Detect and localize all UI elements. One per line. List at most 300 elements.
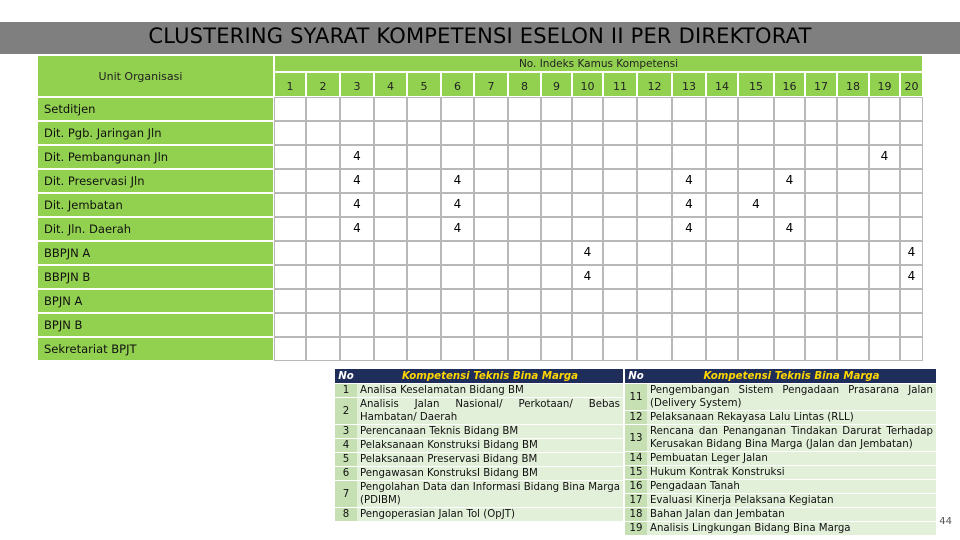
matrix-cell [474,289,508,313]
matrix-cell [603,313,637,337]
matrix-cell [340,97,374,121]
matrix-cell [572,121,603,145]
legend-row [625,494,936,508]
matrix-cell [407,241,441,265]
row-label: BPJN B [37,313,274,337]
matrix-cell [306,289,340,313]
matrix-cell [274,241,306,265]
matrix-value: 4 [907,269,916,283]
matrix-cell [340,121,374,145]
matrix-cell [837,169,869,193]
matrix-cell [672,97,706,121]
legend-right-table [625,369,936,536]
matrix-cell [805,121,837,145]
matrix-cell [738,313,774,337]
matrix-cell [374,337,407,361]
matrix-value: 4 [453,173,462,187]
matrix-cell [869,289,900,313]
matrix-cell [374,97,407,121]
column-header-19: 19 [869,72,900,97]
legend-number: 7 [335,481,357,508]
matrix-cell [474,97,508,121]
column-header-14: 14 [706,72,738,97]
matrix-cell [869,217,900,241]
legend-text: Hukum Kontrak Konstruksi [647,466,936,480]
matrix-cell [603,337,637,361]
matrix-cell [274,121,306,145]
matrix-cell [900,289,923,313]
matrix-cell [374,265,407,289]
matrix-cell [374,169,407,193]
matrix-cell [900,169,923,193]
matrix-cell [672,241,706,265]
legend-text: Rencana dan Penanganan Tindakan Darurat Terhadap Kerusakan Bidang Bina Marga (Jalan dan Jembatan) [647,425,936,452]
legend-text: Pengoperasian Jalan Tol (OpJT) [357,508,623,522]
legend-number: 3 [335,425,357,439]
matrix-cell [869,193,900,217]
matrix-cell [637,265,672,289]
matrix-cell [637,145,672,169]
matrix-cell [572,289,603,313]
matrix-cell [805,145,837,169]
legend-row [625,384,936,411]
legend-row [625,522,936,536]
matrix-cell [274,337,306,361]
matrix-cell [306,217,340,241]
matrix-cell [706,169,738,193]
legend-number: 1 [335,384,357,398]
legend-number: 4 [335,439,357,453]
matrix-cell [637,241,672,265]
index-header-label: No. Indeks Kamus Kompetensi [518,57,679,70]
matrix-value: 4 [907,245,916,259]
matrix-cell [637,193,672,217]
matrix-cell [340,337,374,361]
legend-right-no-header: No [625,369,647,384]
matrix-cell [508,145,541,169]
legend-text: Pengolahan Data dan Informasi Bidang Bina Marga (PDIBM) [357,481,623,508]
matrix-cell [738,121,774,145]
matrix-cell [340,313,374,337]
matrix-value: 4 [685,221,693,235]
matrix-cell [572,169,603,193]
matrix-cell [900,121,923,145]
column-header-7: 7 [474,72,508,97]
matrix-value: 4 [353,149,361,163]
legend-text: Pelaksanaan Rekayasa Lalu Lintas (RLL) [647,411,936,425]
matrix-cell [306,337,340,361]
matrix-cell [837,121,869,145]
matrix-cell [340,289,374,313]
matrix-cell [706,313,738,337]
legend-text: Bahan Jalan dan Jembatan [647,508,936,522]
matrix-cell [672,289,706,313]
matrix-cell [340,241,374,265]
matrix-cell [805,217,837,241]
matrix-cell [774,121,805,145]
matrix-cell [508,193,541,217]
matrix-value: 4 [353,197,361,211]
matrix-cell [407,217,441,241]
matrix-cell [441,265,474,289]
legend-text: Analisis Lingkungan Bidang Bina Marga [647,522,936,536]
matrix-cell [603,145,637,169]
matrix-cell [572,217,603,241]
legend-text: Analisa Keselamatan Bidang BM [357,384,623,398]
legend-right-title: Kompetensi Teknis Bina Marga [647,369,936,384]
matrix-cell [407,289,441,313]
legend-text: Pengawasan KonstruksI Bidang BM [357,467,623,481]
legend-number: 16 [625,480,647,494]
matrix-cell [541,193,572,217]
matrix-value: 4 [685,197,693,211]
matrix-cell [706,241,738,265]
matrix-cell [407,97,441,121]
matrix-cell [869,313,900,337]
legend-row [625,508,936,522]
matrix-cell [274,145,306,169]
matrix-cell [407,145,441,169]
matrix-cell [774,313,805,337]
matrix-cell [774,337,805,361]
legend-left-no-header: No [335,369,357,384]
matrix-cell [738,145,774,169]
legend-text: Perencanaan Teknis Bidang BM [357,425,623,439]
matrix-cell [738,169,774,193]
matrix-cell [572,97,603,121]
matrix-cell [340,265,374,289]
legend-row [625,466,936,480]
matrix-cell [541,121,572,145]
legend-left-title: Kompetensi Teknis Bina Marga [357,369,623,384]
matrix-cell [869,169,900,193]
matrix-cell [541,313,572,337]
matrix-cell [738,289,774,313]
matrix-cell [837,289,869,313]
legend-row [335,439,623,453]
legend-text: Analisis Jalan Nasional/ Perkotaan/ Bebas Hambatan/ Daerah [357,398,623,425]
matrix-cell [805,97,837,121]
matrix-cell [738,217,774,241]
legend-row [335,508,623,522]
matrix-value: 4 [353,173,361,187]
matrix-cell [508,265,541,289]
matrix-cell [508,313,541,337]
matrix-cell [541,337,572,361]
row-label: BPJN A [37,289,274,313]
legend-row [335,481,623,508]
legend-number: 6 [335,467,357,481]
column-header-3: 3 [340,72,374,97]
matrix-cell [837,97,869,121]
legend-number: 18 [625,508,647,522]
matrix-cell [672,121,706,145]
matrix-cell [508,241,541,265]
matrix-cell [306,145,340,169]
matrix-cell [738,265,774,289]
matrix-cell [407,169,441,193]
matrix-cell [274,289,306,313]
column-header-9: 9 [541,72,572,97]
matrix-cell [407,121,441,145]
column-header-17: 17 [805,72,837,97]
legend-text: Pengembangan Sistem Pengadaan Prasarana Jalan (Delivery System) [647,384,936,411]
matrix-cell [306,169,340,193]
column-header-20: 20 [900,72,923,97]
matrix-cell [869,121,900,145]
row-label: Dit. Preservasi Jln [37,169,274,193]
matrix-cell [474,193,508,217]
competency-matrix [37,55,923,361]
matrix-cell [805,289,837,313]
matrix-cell [474,265,508,289]
legend-text: Pelaksanaan Konstruksi Bidang BM [357,439,623,453]
matrix-cell [603,121,637,145]
matrix-cell [637,337,672,361]
matrix-cell [474,337,508,361]
matrix-cell [541,217,572,241]
matrix-cell [637,121,672,145]
matrix-cell [508,289,541,313]
matrix-value: 4 [785,173,794,187]
legend-text: Pengadaan Tanah [647,480,936,494]
matrix-cell [572,193,603,217]
column-header-5: 5 [407,72,441,97]
matrix-cell [805,313,837,337]
matrix-cell [805,193,837,217]
matrix-cell [774,265,805,289]
column-header-6: 6 [441,72,474,97]
matrix-value: 4 [785,221,794,235]
matrix-cell [541,97,572,121]
legend-number: 19 [625,522,647,536]
matrix-value: 4 [685,173,693,187]
row-label: Setditjen [37,97,274,121]
matrix-cell [837,313,869,337]
matrix-cell [837,145,869,169]
matrix-cell [274,97,306,121]
matrix-cell [508,169,541,193]
legend-row [625,425,936,452]
matrix-cell [306,241,340,265]
matrix-cell [869,97,900,121]
matrix-cell [837,265,869,289]
matrix-value: 4 [353,221,361,235]
row-label: BBPJN B [37,265,274,289]
column-header-10: 10 [572,72,603,97]
matrix-cell [572,313,603,337]
column-header-16: 16 [774,72,805,97]
matrix-cell [374,193,407,217]
matrix-cell [805,265,837,289]
matrix-cell [637,313,672,337]
matrix-cell [805,241,837,265]
matrix-cell [672,337,706,361]
matrix-cell [572,337,603,361]
matrix-cell [274,169,306,193]
matrix-cell [706,217,738,241]
legend-number: 17 [625,494,647,508]
matrix-cell [637,217,672,241]
matrix-cell [603,265,637,289]
legend-row [625,480,936,494]
matrix-cell [603,217,637,241]
legend-number: 5 [335,453,357,467]
matrix-cell [869,265,900,289]
matrix-cell [706,337,738,361]
matrix-cell [441,289,474,313]
matrix-cell [603,169,637,193]
matrix-cell [837,217,869,241]
matrix-cell [407,313,441,337]
legend-text: Pelaksanaan Preservasi Bidang BM [357,453,623,467]
matrix-cell [637,97,672,121]
matrix-cell [407,337,441,361]
matrix-cell [637,289,672,313]
matrix-cell [508,337,541,361]
page-number: 44 [939,516,952,527]
column-header-2: 2 [306,72,340,97]
legend-number: 2 [335,398,357,425]
matrix-cell [672,265,706,289]
matrix-cell [374,121,407,145]
matrix-cell [900,313,923,337]
legend-text: Pembuatan Leger Jalan [647,452,936,466]
matrix-cell [837,193,869,217]
matrix-cell [900,145,923,169]
legend-row [335,453,623,467]
matrix-cell [706,121,738,145]
legend-number: 12 [625,411,647,425]
matrix-cell [900,337,923,361]
column-header-12: 12 [637,72,672,97]
matrix-cell [541,241,572,265]
row-label: Sekretariat BPJT [37,337,274,361]
matrix-cell [774,97,805,121]
legend-row [335,384,623,398]
matrix-value: 4 [752,197,760,211]
matrix-cell [274,217,306,241]
column-header-18: 18 [837,72,869,97]
matrix-cell [474,169,508,193]
matrix-cell [306,313,340,337]
matrix-cell [774,289,805,313]
matrix-value: 4 [583,245,592,259]
matrix-cell [306,97,340,121]
matrix-cell [706,265,738,289]
matrix-cell [900,193,923,217]
matrix-cell [774,241,805,265]
matrix-cell [508,97,541,121]
matrix-cell [706,289,738,313]
matrix-cell [407,193,441,217]
legend-row [335,425,623,439]
matrix-value: 4 [453,221,462,235]
legend-row [335,398,623,425]
row-label: Dit. Jembatan [37,193,274,217]
legend-number: 15 [625,466,647,480]
matrix-cell [774,193,805,217]
matrix-cell [474,145,508,169]
matrix-cell [441,97,474,121]
matrix-cell [441,337,474,361]
column-header-1: 1 [274,72,306,97]
matrix-value: 4 [880,149,889,163]
matrix-cell [738,241,774,265]
unit-organisasi-label: Unit Organisasi [98,69,183,83]
matrix-cell [508,217,541,241]
matrix-cell [374,313,407,337]
matrix-cell [474,217,508,241]
row-label: Dit. Pembangunan Jln [37,145,274,169]
matrix-cell [603,193,637,217]
matrix-cell [837,337,869,361]
matrix-cell [441,241,474,265]
legend-number: 13 [625,425,647,452]
matrix-cell [738,97,774,121]
matrix-cell [541,169,572,193]
matrix-cell [306,121,340,145]
legend-left-table [335,369,623,522]
matrix-cell [869,337,900,361]
matrix-value: 4 [583,269,592,283]
matrix-cell [603,241,637,265]
matrix-cell [541,145,572,169]
matrix-cell [441,121,474,145]
matrix-cell [706,145,738,169]
column-header-11: 11 [603,72,637,97]
matrix-cell [306,265,340,289]
legend-row [625,452,936,466]
matrix-cell [407,265,441,289]
matrix-cell [508,121,541,145]
matrix-cell [900,217,923,241]
matrix-cell [474,121,508,145]
matrix-cell [805,169,837,193]
matrix-cell [441,145,474,169]
matrix-cell [869,241,900,265]
matrix-cell [541,265,572,289]
column-header-13: 13 [672,72,706,97]
matrix-cell [374,145,407,169]
matrix-cell [306,193,340,217]
matrix-cell [374,289,407,313]
legend-row [625,411,936,425]
matrix-cell [541,289,572,313]
matrix-cell [738,337,774,361]
matrix-cell [274,193,306,217]
matrix-cell [274,265,306,289]
row-label: BBPJN A [37,241,274,265]
row-label: Dit. Pgb. Jaringan Jln [37,121,274,145]
matrix-cell [900,97,923,121]
matrix-cell [374,241,407,265]
matrix-cell [374,217,407,241]
matrix-cell [274,313,306,337]
column-header-4: 4 [374,72,407,97]
matrix-cell [474,313,508,337]
matrix-cell [603,97,637,121]
matrix-cell [637,169,672,193]
legend-number: 14 [625,452,647,466]
matrix-cell [672,145,706,169]
column-header-15: 15 [738,72,774,97]
matrix-cell [441,313,474,337]
matrix-cell [837,241,869,265]
legend-text: Evaluasi Kinerja Pelaksana Kegiatan [647,494,936,508]
row-label: Dit. Jln. Daerah [37,217,274,241]
legend-number: 11 [625,384,647,411]
